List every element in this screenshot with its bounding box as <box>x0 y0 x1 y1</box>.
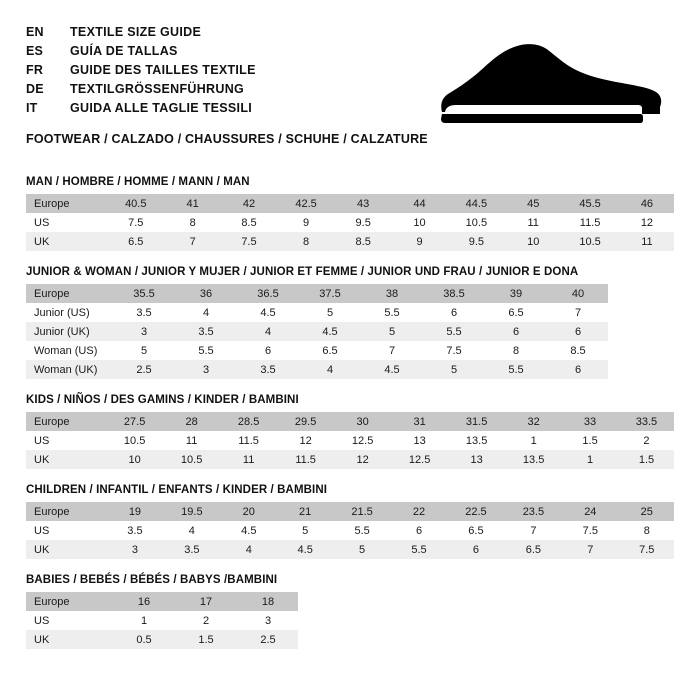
cell: 10.5 <box>560 232 618 251</box>
cell: 44 <box>390 194 446 213</box>
cell: 9 <box>276 213 334 232</box>
cell: 2.5 <box>236 630 298 649</box>
table-row <box>26 540 674 559</box>
row-label: US <box>26 521 106 540</box>
cell: 8 <box>276 232 334 251</box>
cell: 6.5 <box>446 521 503 540</box>
cell: 6.5 <box>106 232 164 251</box>
cell: 18 <box>236 592 298 611</box>
cell: 1 <box>561 450 617 469</box>
row-label: Europe <box>26 284 112 303</box>
group-title: KIDS / NIÑOS / DES GAMINS / KINDER / BAMBINI <box>26 394 299 406</box>
row-label: Europe <box>26 592 112 611</box>
row-label: US <box>26 213 106 232</box>
cell: 3 <box>236 611 298 630</box>
cell: 2.5 <box>112 360 174 379</box>
row-label: Woman (UK) <box>26 360 112 379</box>
cell: 45 <box>504 194 560 213</box>
cell: 40 <box>546 284 608 303</box>
cell: 28 <box>162 412 219 431</box>
cell: 12 <box>276 431 333 450</box>
language-code: EN <box>26 25 44 39</box>
cell: 3 <box>106 540 162 559</box>
table-row <box>26 630 298 649</box>
cell: 13 <box>390 431 447 450</box>
row-label: Europe <box>26 412 105 431</box>
cell: 30 <box>333 412 390 431</box>
cell: 8 <box>484 341 546 360</box>
group-title: CHILDREN / INFANTIL / ENFANTS / KINDER / BAMBINI <box>26 484 328 496</box>
cell: 6 <box>422 303 484 322</box>
row-label: Junior (US) <box>26 303 112 322</box>
language-code: ES <box>26 44 44 58</box>
cell: 38 <box>360 284 422 303</box>
cell: 6 <box>446 540 503 559</box>
cell: 4 <box>174 303 236 322</box>
cell: 7 <box>546 303 608 322</box>
cell: 5 <box>298 303 360 322</box>
language-code: IT <box>26 101 38 115</box>
cell: 5 <box>422 360 484 379</box>
table-row <box>26 341 608 360</box>
language-title: TEXTILE SIZE GUIDE <box>70 25 202 39</box>
cell: 43 <box>334 194 391 213</box>
cell: 6 <box>546 360 608 379</box>
row-label: Europe <box>26 502 106 521</box>
language-title: GUÍA DE TALLAS <box>70 44 178 58</box>
cell: 42 <box>220 194 277 213</box>
language-title: TEXTILGRÖSSENFÜHRUNG <box>70 82 245 96</box>
size-table <box>26 592 298 649</box>
cell: 22 <box>390 502 446 521</box>
cell: 9.5 <box>334 213 391 232</box>
cell: 11 <box>162 431 219 450</box>
language-code: FR <box>26 63 44 77</box>
cell: 4 <box>220 540 276 559</box>
cell: 5.5 <box>332 521 389 540</box>
cell: 16 <box>112 592 174 611</box>
row-label: UK <box>26 232 106 251</box>
cell: 41 <box>164 194 220 213</box>
cell: 4.5 <box>220 521 276 540</box>
cell: 3 <box>174 360 236 379</box>
cell: 21.5 <box>332 502 389 521</box>
cell: 6.5 <box>484 303 546 322</box>
cell: 38.5 <box>422 284 484 303</box>
cell: 22.5 <box>446 502 503 521</box>
cell: 28.5 <box>219 412 276 431</box>
cell: 7.5 <box>422 341 484 360</box>
cell: 7 <box>164 232 220 251</box>
cell: 10 <box>390 213 446 232</box>
row-label: US <box>26 611 112 630</box>
language-title: GUIDE DES TAILLES TEXTILE <box>70 63 256 77</box>
cell: 10.5 <box>162 450 219 469</box>
cell: 3.5 <box>236 360 298 379</box>
cell: 10 <box>504 232 560 251</box>
cell: 5 <box>112 341 174 360</box>
cell: 35.5 <box>112 284 174 303</box>
cell: 20 <box>220 502 276 521</box>
cell: 8.5 <box>334 232 391 251</box>
row-label: US <box>26 431 105 450</box>
cell: 11.5 <box>276 450 333 469</box>
cell: 27.5 <box>105 412 162 431</box>
cell: 9 <box>390 232 446 251</box>
row-label: Woman (US) <box>26 341 112 360</box>
cell: 3.5 <box>112 303 174 322</box>
cell: 8.5 <box>220 213 277 232</box>
table-row <box>26 194 674 213</box>
size-group-children <box>26 484 674 559</box>
size-group-junior-woman <box>26 266 674 379</box>
row-label: UK <box>26 630 112 649</box>
cell: 2 <box>617 431 674 450</box>
cell: 33.5 <box>617 412 674 431</box>
cell: 9.5 <box>447 232 505 251</box>
size-group-kids <box>26 394 674 469</box>
cell: 2 <box>174 611 236 630</box>
table-row <box>26 592 298 611</box>
footwear-caption: FOOTWEAR / CALZADO / CHAUSSURES / SCHUHE / CALZATURE <box>26 132 428 146</box>
cell: 17 <box>174 592 236 611</box>
cell: 6 <box>390 521 446 540</box>
cell: 19 <box>106 502 162 521</box>
size-group-man <box>26 176 674 251</box>
cell: 4.5 <box>360 360 422 379</box>
cell: 5 <box>332 540 389 559</box>
cell: 4 <box>298 360 360 379</box>
cell: 3 <box>112 322 174 341</box>
group-title: JUNIOR & WOMAN / JUNIOR Y MUJER / JUNIOR ET FEMME / JUNIOR UND FRAU / JUNIOR E DONA <box>26 266 579 278</box>
cell: 4 <box>162 521 219 540</box>
cell: 46 <box>618 194 674 213</box>
cell: 6 <box>236 341 298 360</box>
cell: 33 <box>561 412 617 431</box>
language-title: GUIDA ALLE TAGLIE TESSILI <box>70 101 253 115</box>
cell: 6.5 <box>298 341 360 360</box>
table-row <box>26 213 674 232</box>
cell: 24 <box>561 502 617 521</box>
cell: 12 <box>333 450 390 469</box>
document-header <box>26 24 674 146</box>
table-row <box>26 284 608 303</box>
cell: 31 <box>390 412 447 431</box>
cell: 3.5 <box>162 540 219 559</box>
cell: 1.5 <box>174 630 236 649</box>
table-row <box>26 502 674 521</box>
cell: 12.5 <box>390 450 447 469</box>
cell: 29.5 <box>276 412 333 431</box>
table-row <box>26 322 608 341</box>
table-row <box>26 450 674 469</box>
dress-shoe-icon <box>436 36 666 128</box>
cell: 40.5 <box>106 194 164 213</box>
table-row <box>26 521 674 540</box>
cell: 5.5 <box>390 540 446 559</box>
group-title: MAN / HOMBRE / HOMME / MANN / MAN <box>26 176 250 188</box>
cell: 7.5 <box>561 521 617 540</box>
cell: 31.5 <box>447 412 504 431</box>
cell: 13.5 <box>504 450 561 469</box>
cell: 7 <box>561 540 617 559</box>
cell: 4.5 <box>298 322 360 341</box>
cell: 6 <box>484 322 546 341</box>
cell: 37.5 <box>298 284 360 303</box>
cell: 11 <box>618 232 674 251</box>
cell: 10 <box>105 450 162 469</box>
group-title: BABIES / BEBÉS / BÉBÉS / BABYS /BAMBINI <box>26 574 278 586</box>
cell: 13.5 <box>447 431 504 450</box>
cell: 19.5 <box>162 502 219 521</box>
cell: 4.5 <box>276 540 332 559</box>
cell: 5.5 <box>422 322 484 341</box>
table-row <box>26 303 608 322</box>
cell: 4.5 <box>236 303 298 322</box>
size-table <box>26 502 674 559</box>
cell: 32 <box>504 412 561 431</box>
table-row <box>26 412 674 431</box>
cell: 7 <box>360 341 422 360</box>
size-group-babies <box>26 574 674 649</box>
cell: 23.5 <box>504 502 561 521</box>
cell: 5 <box>276 521 332 540</box>
cell: 3.5 <box>106 521 162 540</box>
cell: 36 <box>174 284 236 303</box>
size-table <box>26 284 608 379</box>
cell: 3.5 <box>174 322 236 341</box>
cell: 13 <box>447 450 504 469</box>
cell: 7.5 <box>106 213 164 232</box>
cell: 1 <box>504 431 561 450</box>
cell: 42.5 <box>276 194 334 213</box>
cell: 12 <box>618 213 674 232</box>
cell: 10.5 <box>105 431 162 450</box>
cell: 1 <box>112 611 174 630</box>
row-label: UK <box>26 540 106 559</box>
size-table <box>26 194 674 251</box>
cell: 45.5 <box>560 194 618 213</box>
size-table <box>26 412 674 469</box>
cell: 1.5 <box>561 431 617 450</box>
cell: 6.5 <box>504 540 561 559</box>
cell: 36.5 <box>236 284 298 303</box>
cell: 5.5 <box>360 303 422 322</box>
row-label: UK <box>26 450 105 469</box>
size-tables <box>26 176 674 649</box>
cell: 5 <box>360 322 422 341</box>
cell: 12.5 <box>333 431 390 450</box>
cell: 11 <box>219 450 276 469</box>
cell: 44.5 <box>447 194 505 213</box>
table-row <box>26 431 674 450</box>
table-row <box>26 232 674 251</box>
cell: 7.5 <box>220 232 277 251</box>
cell: 11.5 <box>560 213 618 232</box>
cell: 7.5 <box>618 540 674 559</box>
cell: 25 <box>618 502 674 521</box>
row-label: Europe <box>26 194 106 213</box>
cell: 8.5 <box>546 341 608 360</box>
table-row <box>26 360 608 379</box>
cell: 0.5 <box>112 630 174 649</box>
cell: 5.5 <box>174 341 236 360</box>
table-row <box>26 611 298 630</box>
cell: 5.5 <box>484 360 546 379</box>
cell: 39 <box>484 284 546 303</box>
cell: 4 <box>236 322 298 341</box>
language-code: DE <box>26 82 44 96</box>
cell: 8 <box>164 213 220 232</box>
cell: 1.5 <box>617 450 674 469</box>
cell: 21 <box>276 502 332 521</box>
cell: 6 <box>546 322 608 341</box>
cell: 7 <box>504 521 561 540</box>
cell: 11 <box>504 213 560 232</box>
cell: 10.5 <box>447 213 505 232</box>
row-label: Junior (UK) <box>26 322 112 341</box>
cell: 8 <box>618 521 674 540</box>
cell: 11.5 <box>219 431 276 450</box>
